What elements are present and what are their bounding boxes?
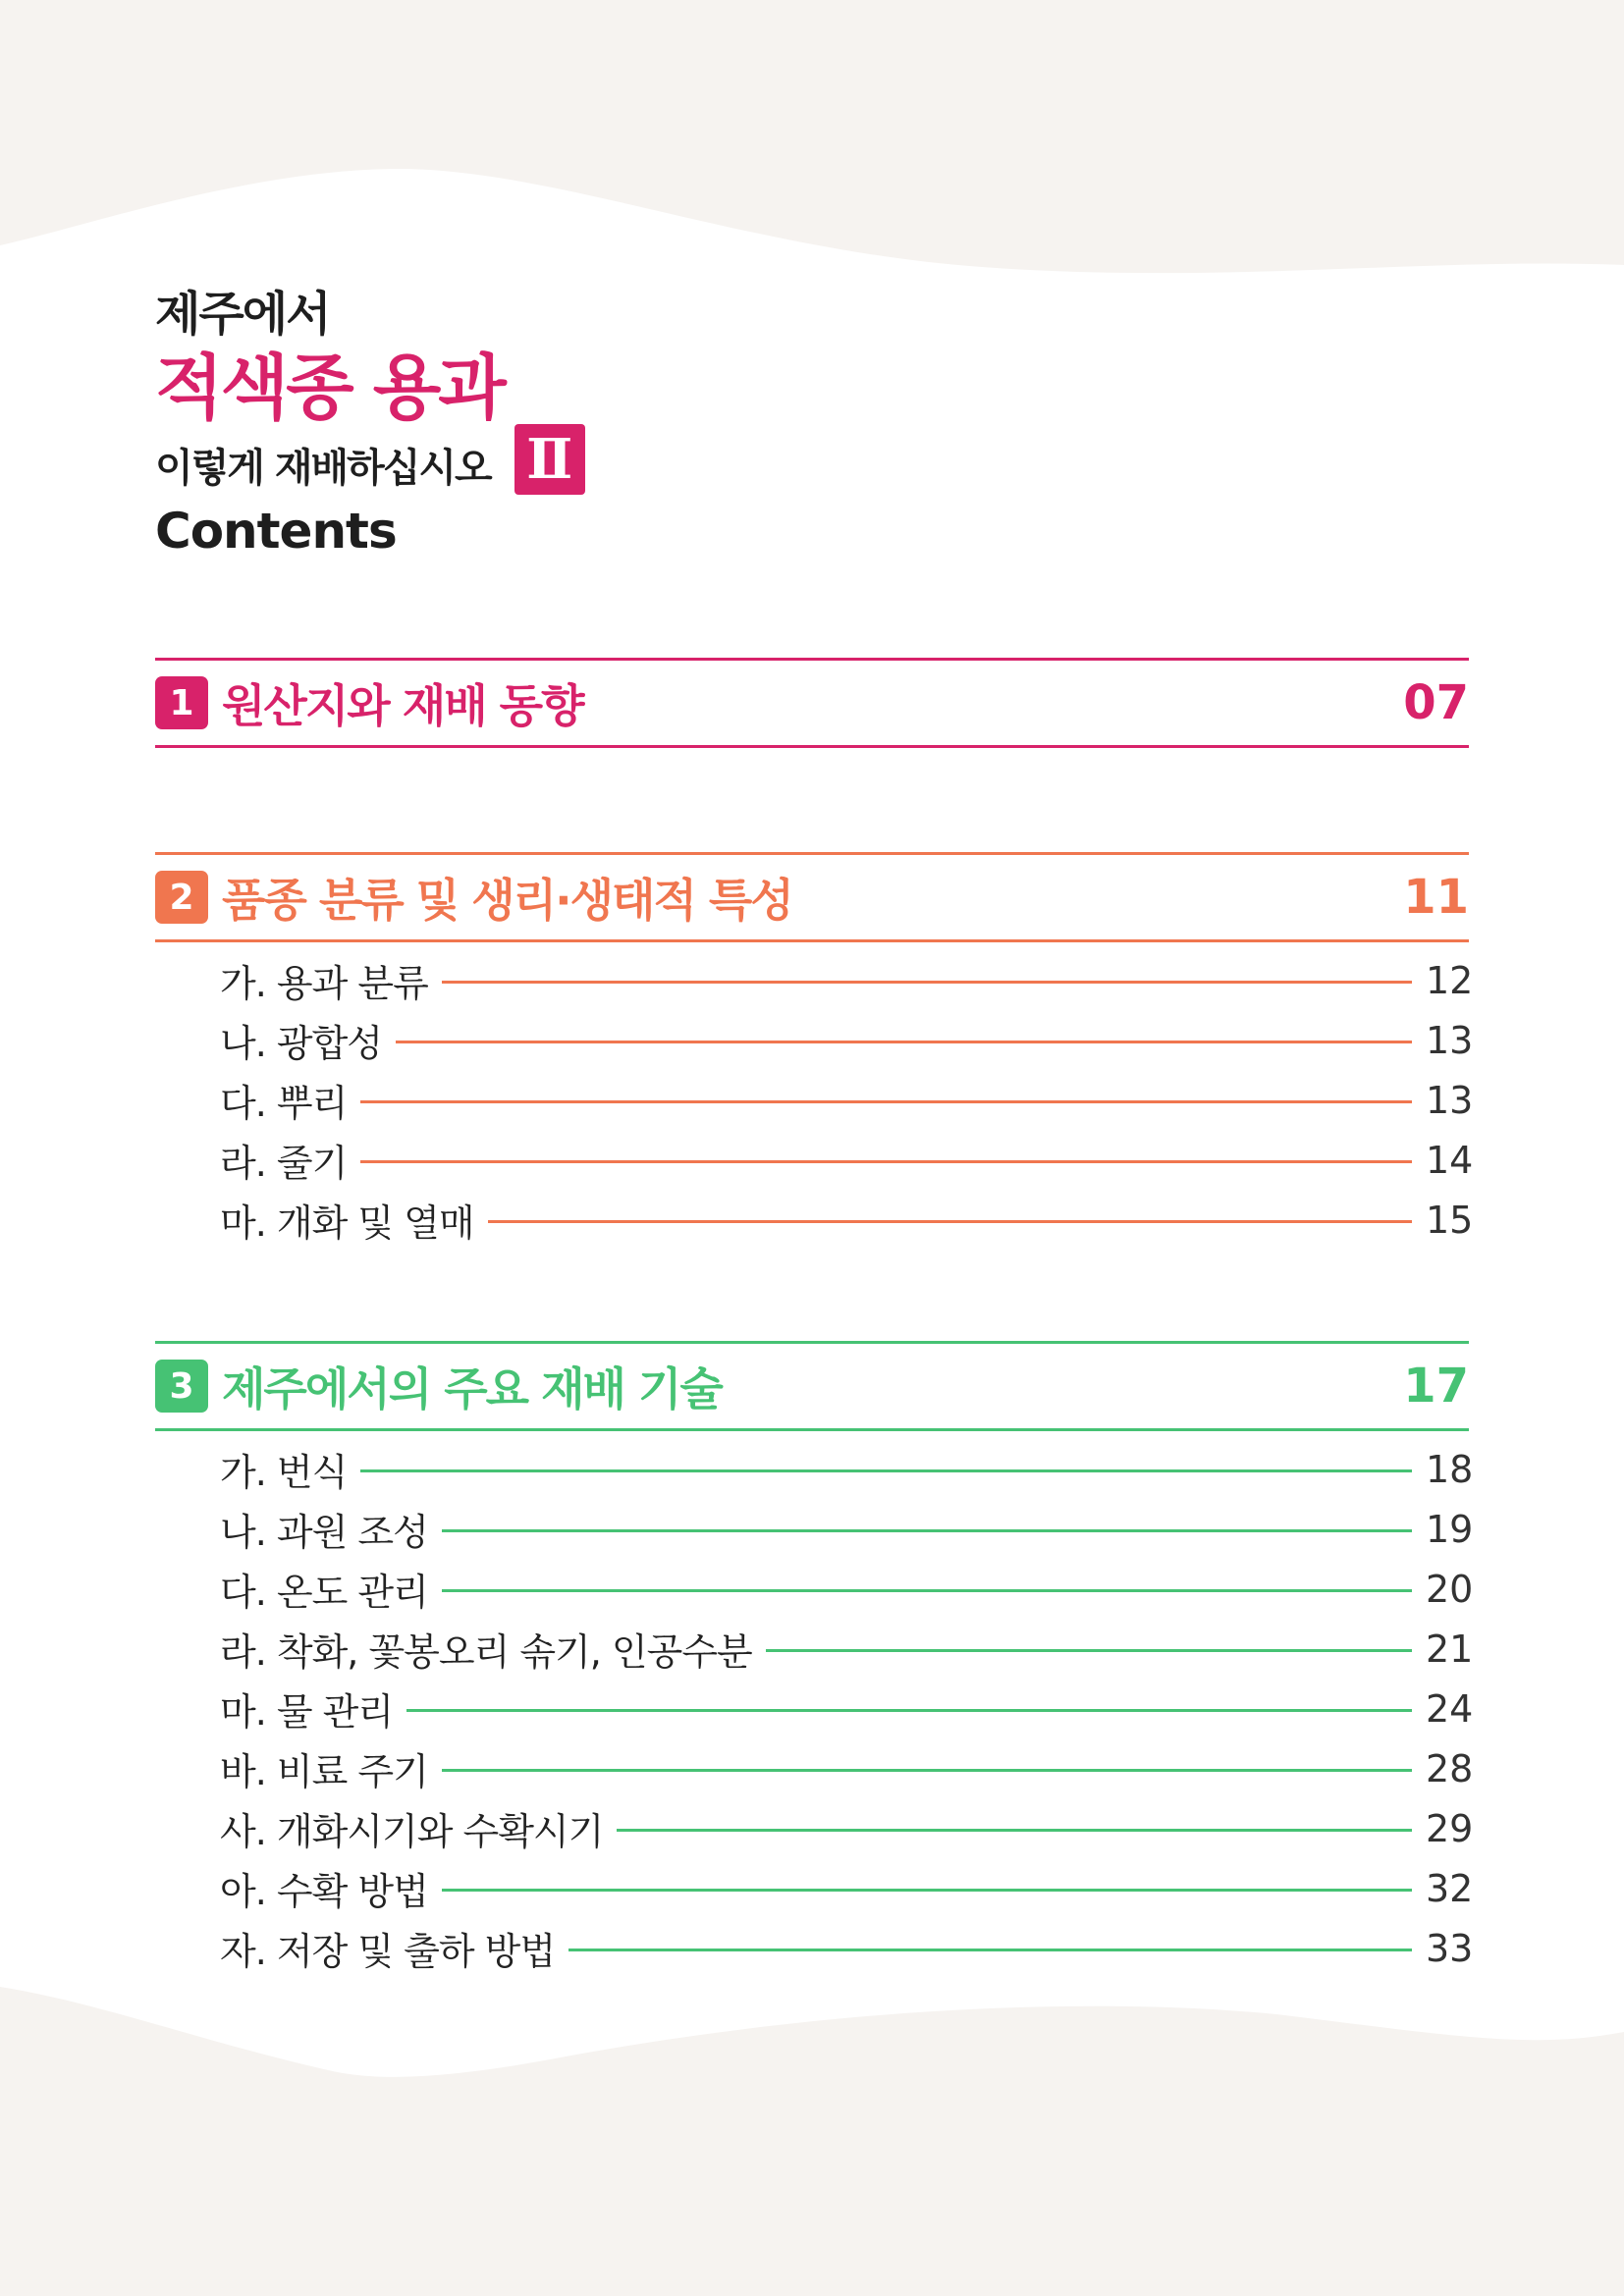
section-items [155, 1439, 1474, 1978]
toc-item[interactable] [155, 1918, 1474, 1978]
title-main: 적색종 용과 [155, 347, 504, 429]
toc-item-page: 12 [1426, 958, 1474, 1002]
toc-leader-line [442, 1589, 1412, 1592]
toc-item[interactable] [155, 1858, 1474, 1918]
toc-item[interactable] [155, 950, 1474, 1010]
toc-item-label: 자. 저장 및 출하 방법 [220, 1930, 556, 1973]
section-header[interactable] [155, 852, 1469, 942]
toc-section-3 [155, 1341, 1474, 1978]
toc-item-page: 19 [1426, 1507, 1474, 1551]
toc-item-label: 가. 용과 분류 [220, 962, 428, 1005]
toc-leader-line [360, 1100, 1412, 1103]
toc-leader-line [617, 1829, 1412, 1832]
toc-item-label: 마. 물 관리 [220, 1690, 394, 1734]
toc-item-label: 라. 착화, 꽃봉오리 솎기, 인공수분 [220, 1630, 752, 1674]
toc-item-page: 13 [1426, 1018, 1474, 1062]
toc-leader-line [360, 1160, 1412, 1163]
toc-item-page: 24 [1426, 1686, 1474, 1731]
toc-item-page: 29 [1426, 1806, 1474, 1850]
toc-item[interactable] [155, 1130, 1474, 1190]
section-page-number: 17 [1403, 1359, 1469, 1414]
toc-item[interactable] [155, 1738, 1474, 1798]
toc-section-2 [155, 852, 1474, 1250]
section-page-number: 07 [1403, 675, 1469, 730]
section-number-badge: 1 [155, 676, 208, 729]
toc-item-label: 라. 줄기 [220, 1142, 348, 1185]
toc-item-page: 13 [1426, 1078, 1474, 1122]
toc-item-page: 33 [1426, 1926, 1474, 1970]
toc-item-label: 다. 뿌리 [220, 1082, 348, 1125]
title-subtitle: 이렇게 재배하십시오 [155, 445, 491, 491]
toc-item-label: 사. 개화시기와 수확시기 [220, 1810, 604, 1853]
toc-leader-line [488, 1220, 1412, 1223]
document-header [155, 285, 585, 495]
toc-item-label: 아. 수확 방법 [220, 1870, 428, 1913]
section-title: 품종 분류 및 생리·생태적 특성 [222, 874, 792, 927]
contents-heading: Contents [155, 503, 397, 560]
toc-leader-line [396, 1041, 1412, 1043]
toc-item[interactable] [155, 1190, 1474, 1250]
toc-item[interactable] [155, 1798, 1474, 1858]
bottom-decorative-band [0, 1987, 1624, 2296]
volume-badge: Ⅱ [514, 424, 585, 495]
toc-item-label: 마. 개화 및 열매 [220, 1201, 474, 1245]
toc-leader-line [442, 1769, 1412, 1772]
toc-leader-line [360, 1469, 1412, 1472]
section-header[interactable] [155, 1341, 1469, 1431]
toc-item-label: 바. 비료 주기 [220, 1750, 428, 1793]
toc-item-page: 15 [1426, 1198, 1474, 1242]
toc-leader-line [766, 1649, 1412, 1652]
toc-item[interactable] [155, 1679, 1474, 1738]
toc-item[interactable] [155, 1010, 1474, 1070]
toc-leader-line [442, 981, 1412, 984]
section-number-badge: 2 [155, 871, 208, 924]
toc-item[interactable] [155, 1439, 1474, 1499]
toc-item[interactable] [155, 1070, 1474, 1130]
toc-item-page: 20 [1426, 1567, 1474, 1611]
toc-leader-line [442, 1529, 1412, 1532]
section-header[interactable] [155, 658, 1469, 748]
section-items [155, 950, 1474, 1250]
section-page-number: 11 [1403, 870, 1469, 925]
toc-item[interactable] [155, 1619, 1474, 1679]
title-sub-row [155, 427, 585, 495]
section-title: 원산지와 재배 동향 [222, 679, 583, 732]
toc-leader-line [406, 1709, 1412, 1712]
title-line-1: 제주에서 [155, 287, 330, 342]
toc-item-page: 14 [1426, 1138, 1474, 1182]
toc-item[interactable] [155, 1559, 1474, 1619]
section-number-badge: 3 [155, 1360, 208, 1413]
toc-item-page: 32 [1426, 1866, 1474, 1910]
toc-section-1 [155, 658, 1469, 748]
top-decorative-band [0, 0, 1624, 273]
toc-leader-line [568, 1949, 1412, 1951]
toc-leader-line [442, 1889, 1412, 1892]
section-title: 제주에서의 주요 재배 기술 [222, 1362, 722, 1415]
toc-item-label: 다. 온도 관리 [220, 1571, 428, 1614]
toc-item-label: 가. 번식 [220, 1451, 348, 1494]
toc-item-page: 28 [1426, 1746, 1474, 1790]
toc-item-page: 21 [1426, 1627, 1474, 1671]
toc-item-label: 나. 광합성 [220, 1022, 382, 1065]
toc-item-label: 나. 과원 조성 [220, 1511, 428, 1554]
toc-item-page: 18 [1426, 1447, 1474, 1491]
toc-item[interactable] [155, 1499, 1474, 1559]
